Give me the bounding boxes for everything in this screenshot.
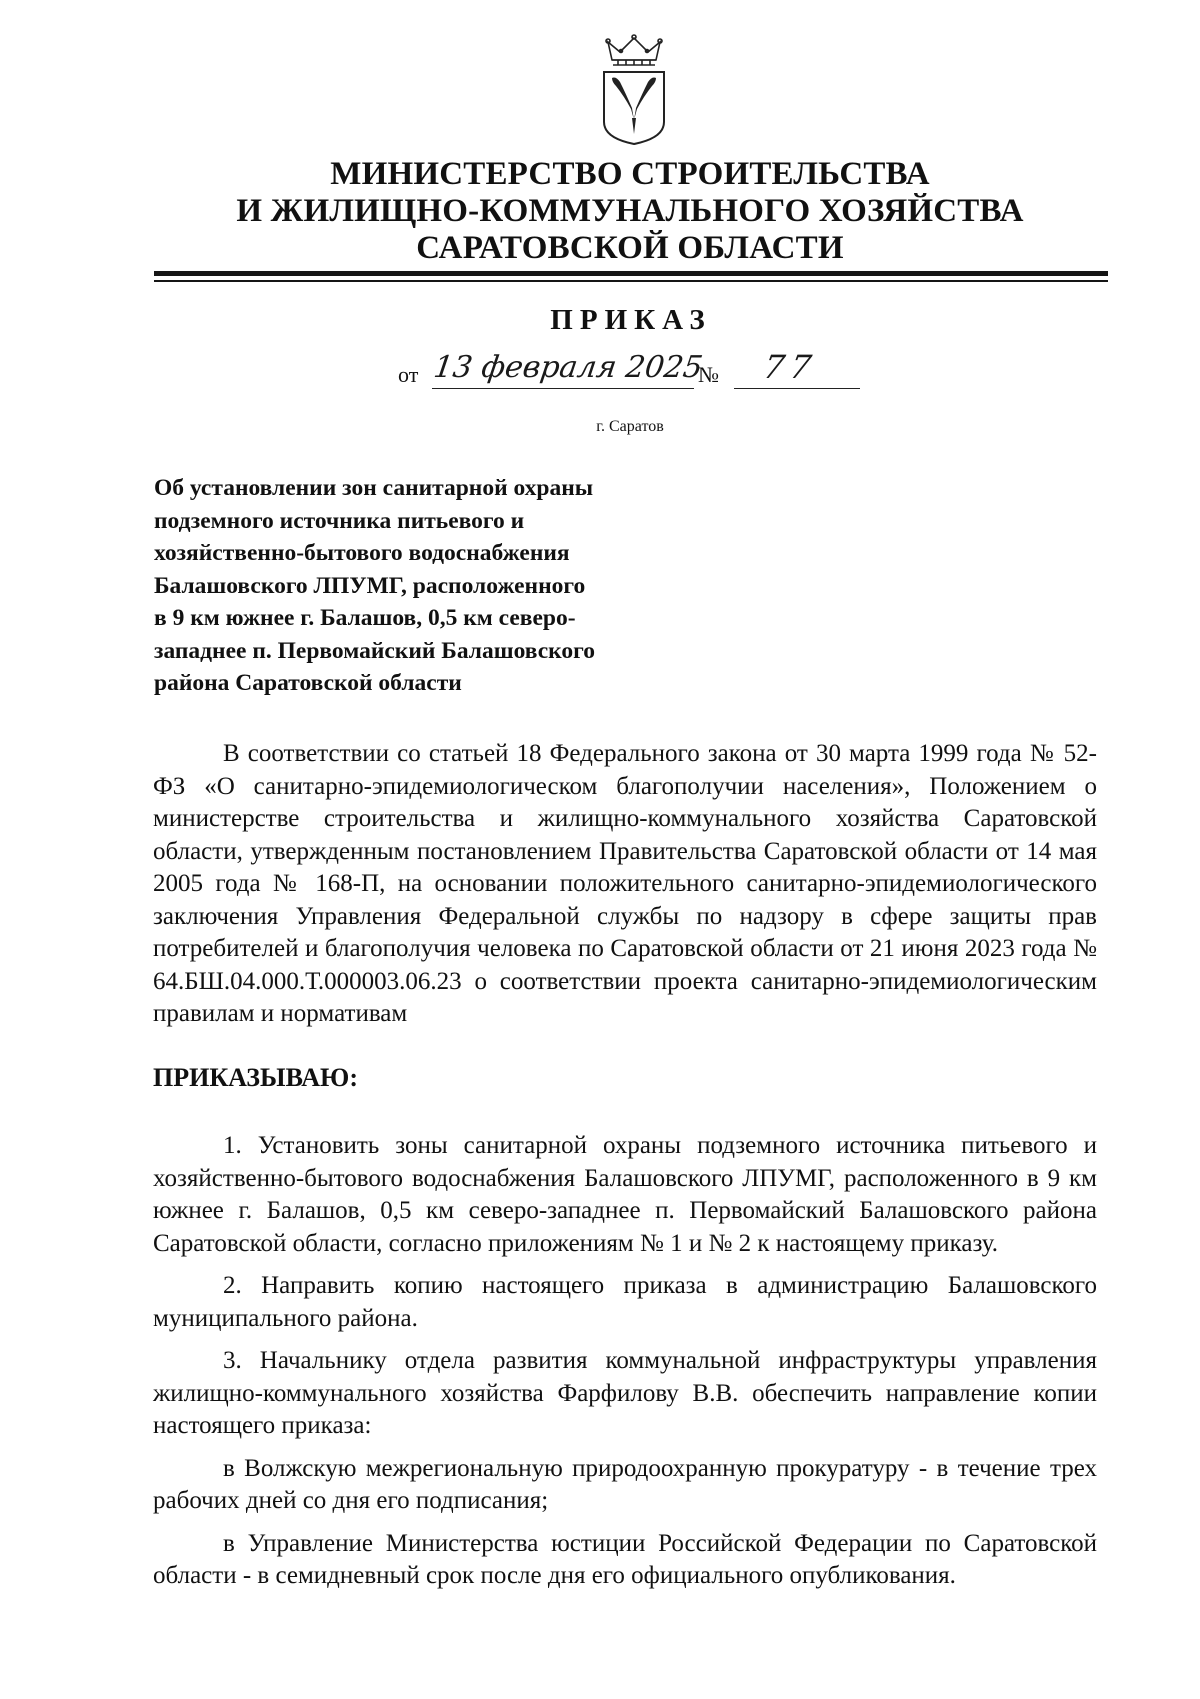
preamble-paragraph: В соответствии со статьей 18 Федерального закона от 30 марта 1999 года № 52-ФЗ «О санитарно-эпидемиологическом благополучии населения», Положением о министерстве строительства и жилищно-коммунального хозяйства Саратовской области, утвержденным постановлением Правительства Саратовской области от 14 мая 2005 года № 168-П, на основании положительного санитарно-эпидемиологического заключения Управления Федеральной службы по надзору в сфере защиты прав потребителей и благополучия человека по Саратовской области от 21 июня 2023 года № 64.БШ.04.000.Т.000003.06.23 о соответствии проекта санитарно-эпидемиологическим правилам и нормативам	[153, 740, 1097, 1027]
subject-line: в 9 км южнее г. Балашов, 0,5 км северо-	[154, 605, 576, 631]
date-prefix: от	[398, 362, 419, 387]
order-item-3: 3. Начальнику отдела развития коммунальной инфраструктуры управления жилищно-коммунального хозяйства Фарфилову В.В. обеспечить направление копии настоящего приказа:	[153, 1347, 1097, 1439]
number-underline	[734, 388, 860, 389]
order-item-3-sub-2: в Управление Министерства юстиции Российской Федерации по Саратовской области - в семидневный срок после дня его официального опубликования.	[153, 1529, 1097, 1589]
ministry-line-2: И ЖИЛИЩНО-КОММУНАЛЬНОГО ХОЗЯЙСТВА	[236, 193, 1024, 229]
subject-line: подземного источника питьевого и	[154, 507, 525, 534]
order-items	[153, 1130, 1097, 1593]
handwritten-number: 77	[760, 348, 821, 386]
order-item-1: 1. Установить зоны санитарной охраны подземного источника питьевого и хозяйственно-бытового водоснабжения Балашовского ЛПУМГ, расположенного в 9 км южнее г. Балашов, 0,5 км северо-западнее п. Первомайский Балашовского района Саратовской области, согласно приложениям № 1 и № 2 к настоящему приказу.	[153, 1132, 1097, 1257]
ministry-header	[150, 156, 1110, 267]
date-underline	[432, 388, 694, 389]
order-subject	[154, 472, 714, 700]
preamble-block	[153, 738, 1097, 1031]
subject-line: хозяйственно-бытового водоснабжения	[154, 540, 570, 566]
order-date-number-row	[0, 348, 1200, 398]
number-prefix: №	[698, 362, 719, 387]
city: г. Саратов	[596, 418, 664, 435]
handwritten-date: 13 февраля 2025	[431, 350, 705, 385]
subject-line: западнее п. Первомайский Балашовского	[154, 637, 595, 664]
subject-line: Балашовского ЛПУМГ, расположенного	[154, 572, 586, 599]
subject-line: Об установлении зон санитарной охраны	[154, 475, 594, 501]
subject-line: района Саратовской области	[154, 670, 462, 696]
header-rule-thin	[154, 280, 1108, 282]
ministry-line-3: САРАТОВСКОЙ ОБЛАСТИ	[416, 230, 844, 266]
order-title: ПРИКАЗ	[550, 304, 712, 336]
order-item-2: 2. Направить копию настоящего приказа в администрацию Балашовского муниципального района.	[153, 1272, 1097, 1332]
coat-of-arms-emblem	[598, 34, 670, 146]
ministry-line-1: МИНИСТЕРСТВО СТРОИТЕЛЬСТВА	[330, 156, 930, 192]
order-item-3-sub-1: в Волжскую межрегиональную природоохранную прокуратуру - в течение трех рабочих дней со дня его подписания;	[153, 1454, 1097, 1514]
order-command: ПРИКАЗЫВАЮ:	[153, 1063, 358, 1092]
header-rule-thick	[154, 271, 1108, 276]
